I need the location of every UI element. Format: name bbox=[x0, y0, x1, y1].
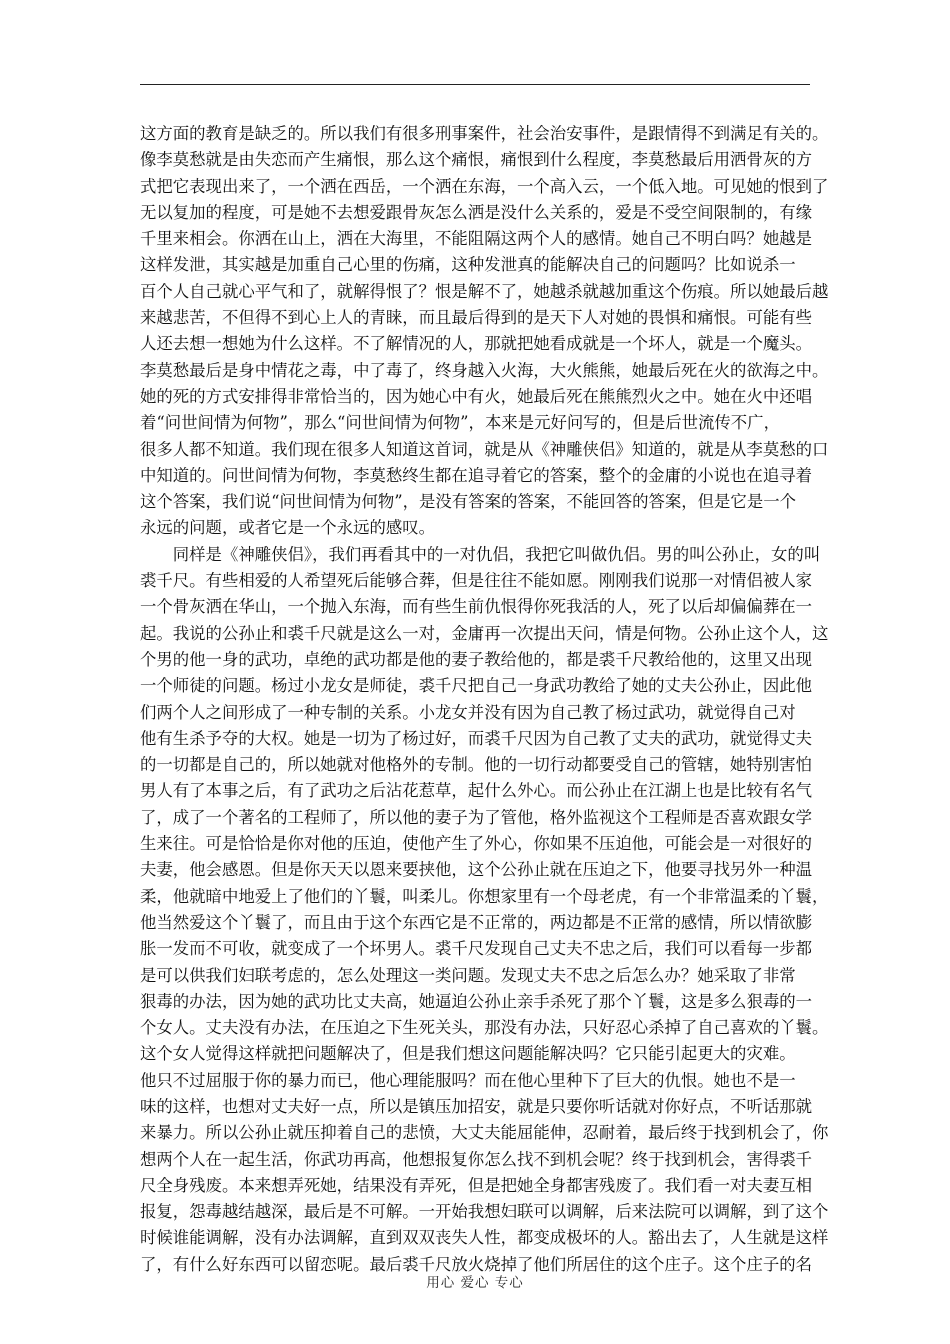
text-line: 味的这样，也想对丈夫好一点，所以是镇压加招安，就是只要你听话就对你好点，不听话那就 bbox=[140, 1096, 813, 1116]
text-line: 无以复加的程度，可是她不去想爱跟骨灰怎么洒是没什么关系的，爱是不受空间限制的，有缘 bbox=[140, 202, 813, 222]
text-line: 起。我说的公孙止和裘千尺就是这么一对，金庸再一次提出天问，情是何物。公孙止这个人，这 bbox=[140, 623, 829, 643]
paragraph-1 bbox=[140, 121, 829, 542]
text-line: 这样发泄，其实越是加重自己心里的伤痛，这种发泄真的能解决自己的问题吗？比如说杀一 bbox=[140, 255, 796, 275]
text-line: 他只不过屈服于你的暴力而已，他心理能服吗？而在他心里种下了巨大的仇恨。她也不是一 bbox=[140, 1070, 796, 1090]
text-line: 这个答案，我们说“问世间情为何物”，是没有答案的答案，不能回答的答案，但是它是一个 bbox=[140, 492, 796, 512]
text-line: 男人有了本事之后，有了武功之后沾花惹草，起什么外心。而公孙止在江湖上也是比较有名气 bbox=[140, 781, 813, 801]
text-line: 生来往。可是恰恰是你对他的压迫，使他产生了外心，你如果不压迫他，可能会是一对很好的 bbox=[140, 834, 813, 854]
text-line: 时候谁能调解，没有办法调解，直到双双丧失人性，都变成极坏的人。豁出去了，人生就是这样 bbox=[140, 1228, 829, 1248]
paragraph-2 bbox=[140, 542, 829, 1278]
text-line: 柔，他就暗中地爱上了他们的丫鬟，叫柔儿。你想家里有一个母老虎，有一个非常温柔的丫鬟， bbox=[140, 886, 829, 906]
text-line: 永远的问题，或者它是一个永远的感叹。 bbox=[140, 518, 436, 538]
text-line: 一个骨灰洒在华山，一个抛入东海，而有些生前仇恨得你死我活的人，死了以后却偏偏葬在一 bbox=[140, 597, 813, 617]
text-line: 的一切都是自己的，所以她就对他格外的专制。他的一切行动都要受自己的管辖，她特别害怕 bbox=[140, 755, 813, 775]
text-line: 个男的他一身的武功，卓绝的武功都是他的妻子教给他的，都是裘千尺教给他的，这里又出现 bbox=[140, 649, 813, 669]
text-line: 同样是《神雕侠侣》，我们再看其中的一对仇侣，我把它叫做仇侣。男的叫公孙止，女的叫 bbox=[140, 544, 821, 564]
text-line: 百个人自己就心平气和了，就解得恨了？恨是解不了，她越杀就越加重这个伤痕。所以她最后越 bbox=[140, 281, 829, 301]
text-line: 了，有什么好东西可以留恋呢。最后裘千尺放火烧掉了他们所居住的这个庄子。这个庄子的名 bbox=[140, 1254, 813, 1274]
text-line: 式把它表现出来了，一个洒在西岳，一个洒在东海，一个高入云，一个低入地。可见她的恨到了 bbox=[140, 176, 829, 196]
text-line: 个女人。丈夫没有办法，在压迫之下生死关头，那没有办法，只好忍心杀掉了自己喜欢的丫鬟。 bbox=[140, 1018, 829, 1038]
text-line: 他有生杀予夺的大权。她是一切为了杨过好，而裘千尺因为自己教了丈夫的武功，就觉得丈夫 bbox=[140, 728, 813, 748]
text-line: 她的死的方式安排得非常恰当的，因为她心中有火，她最后死在熊熊烈火之中。她在火中还唱 bbox=[140, 386, 813, 406]
text-line: 夫妻，他会感恩。但是你天天以恩来要挟他，这个公孙止就在压迫之下，他要寻找另外一种温 bbox=[140, 860, 813, 880]
page-body bbox=[140, 121, 829, 1278]
text-line: 来越悲苦，不但得不到心上人的青睐，而且最后得到的是天下人对她的畏惧和痛恨。可能有些 bbox=[140, 308, 813, 328]
text-line: 报复，怨毒越结越深，最后是不可解。一开始我想妇联可以调解，后来法院可以调解，到了这个 bbox=[140, 1202, 829, 1222]
text-line: 一个师徒的问题。杨过小龙女是师徒，裘千尺把自己一身武功教给了她的丈夫公孙止，因此他 bbox=[140, 676, 813, 696]
header-rule bbox=[140, 84, 810, 85]
page-footer: 用心 爱心 专心 bbox=[426, 1275, 524, 1291]
text-line: 胀一发而不可收，就变成了一个坏男人。裘千尺发现自己丈夫不忠之后，我们可以看每一步都 bbox=[140, 939, 813, 959]
text-line: 很多人都不知道。我们现在很多人知道这首词，就是从《神雕侠侣》知道的，就是从李莫愁的口 bbox=[140, 439, 829, 459]
text-line: 中知道的。问世间情为何物，李莫愁终生都在追寻着它的答案，整个的金庸的小说也在追寻着 bbox=[140, 465, 813, 485]
text-line: 人还去想一想她为什么这样。不了解情况的人，那就把她看成就是一个坏人，就是一个魔头。 bbox=[140, 334, 813, 354]
text-line: 狠毒的办法，因为她的武功比丈夫高，她逼迫公孙止亲手杀死了那个丫鬟，这是多么狠毒的一 bbox=[140, 991, 813, 1011]
text-line: 想两个人在一起生活，你武功再高，他想报复你怎么找不到机会呢？终于找到机会，害得裘千 bbox=[140, 1149, 813, 1169]
text-line: 像李莫愁就是由失恋而产生痛恨，那么这个痛恨，痛恨到什么程度，李莫愁最后用洒骨灰的方 bbox=[140, 150, 813, 170]
text-line: 尺全身残废。本来想弄死她，结果没有弄死，但是把她全身都害残废了。我们看一对夫妻互相 bbox=[140, 1175, 813, 1195]
text-line: 了，成了一个著名的工程师了，所以他的妻子为了管他，格外监视这个工程师是否喜欢跟女学 bbox=[140, 807, 813, 827]
text-line: 裘千尺。有些相爱的人希望死后能够合葬，但是往往不能如愿。刚刚我们说那一对情侣被人家 bbox=[140, 571, 813, 591]
text-line: 李莫愁最后是身中情花之毒，中了毒了，终身越入火海，大火熊熊，她最后死在火的欲海之中。 bbox=[140, 360, 829, 380]
text-line: 千里来相会。你洒在山上，洒在大海里，不能阻隔这两个人的感情。她自己不明白吗？她越是 bbox=[140, 229, 813, 249]
text-line: 他当然爱这个丫鬟了，而且由于这个东西它是不正常的，两边都是不正常的感情，所以情欲膨 bbox=[140, 912, 813, 932]
text-line: 这方面的教育是缺乏的。所以我们有很多刑事案件，社会治安事件，是跟情得不到满足有关的。 bbox=[140, 124, 829, 143]
text-line: 来暴力。所以公孙止就压抑着自己的悲愤，大丈夫能屈能伸，忍耐着，最后终于找到机会了，你 bbox=[140, 1123, 829, 1143]
text-line: 这个女人觉得这样就把问题解决了，但是我们想这问题能解决吗？它只能引起更大的灾难。 bbox=[140, 1044, 796, 1064]
text-line: 着“问世间情为何物”，那么“问世间情为何物”，本来是元好问写的，但是后世流传不广， bbox=[140, 413, 780, 433]
text-line: 是可以供我们妇联考虑的，怎么处理这一类问题。发现丈夫不忠之后怎么办？她采取了非常 bbox=[140, 965, 796, 985]
text-line: 们两个人之间形成了一种专制的关系。小龙女并没有因为自己教了杨过武功，就觉得自己对 bbox=[140, 702, 796, 722]
